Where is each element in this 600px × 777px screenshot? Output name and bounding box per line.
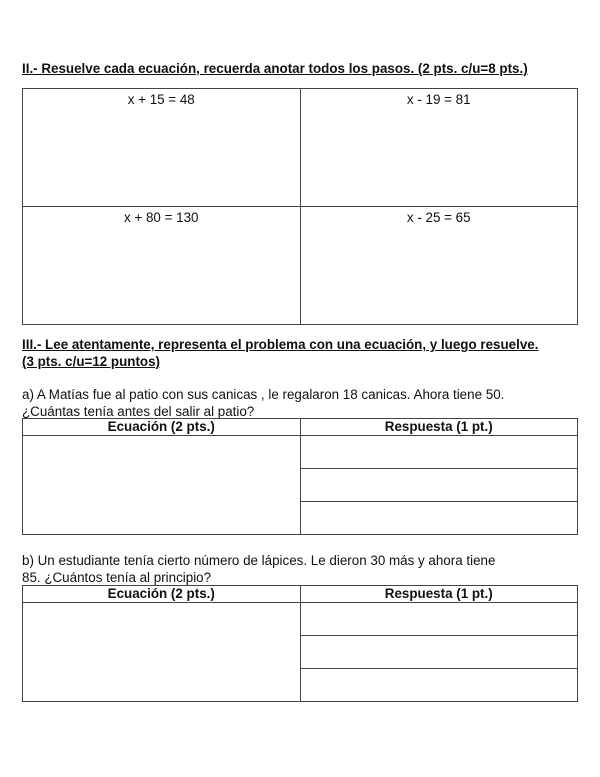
section-3-title-line-1: III.- Lee atentamente, representa el problema con una ecuación, y luego resuelve. [22,337,539,352]
problem-a-equation-area[interactable] [23,436,301,535]
equation-1: x + 15 = 48 [127,92,195,107]
problem-a-table [22,418,578,535]
problem-a-answer-line-3[interactable] [300,502,578,535]
problem-a-line-1: a) A Matías fue al patio con sus canicas , le regalaron 18 canicas. Ahora tiene 50. [22,387,505,402]
problem-b-line-1: b) Un estudiante tenía cierto número de lápices. Le dieron 30 más y ahora tiene [22,553,496,568]
section-2-title: II.- Resuelve cada ecuación, recuerda anotar todos los pasos. (2 pts. c/u=8 pts.) [22,61,528,76]
equation-header: Ecuación (2 pts.) [23,586,301,603]
equation-3: x + 80 = 130 [124,210,199,225]
problem-b-table [22,585,578,702]
problem-b [22,552,582,586]
problem-a [22,386,582,420]
problem-a-answer-line-1[interactable] [300,436,578,469]
answer-header: Respuesta (1 pt.) [300,419,578,436]
problem-b-answer-line-1[interactable] [300,603,578,636]
problem-b-answer-line-2[interactable] [300,636,578,669]
problem-a-answer-line-2[interactable] [300,469,578,502]
problem-a-line-2: ¿Cuántas tenía antes del salir al patio? [22,404,255,419]
section-3-title-line-2: (3 pts. c/u=12 puntos) [22,354,161,369]
equation-4: x - 25 = 65 [406,210,471,225]
equation-cell-2[interactable] [300,89,578,207]
equation-cell-1[interactable] [23,89,301,207]
equation-2: x - 19 = 81 [406,92,471,107]
equation-cell-4[interactable] [300,207,578,325]
problem-b-answer-line-3[interactable] [300,669,578,702]
equation-header: Ecuación (2 pts.) [23,419,301,436]
section-3-title [22,336,582,370]
problem-b-line-2: 85. ¿Cuántos tenía al principio? [22,570,212,585]
answer-header: Respuesta (1 pt.) [300,586,578,603]
equation-cell-3[interactable] [23,207,301,325]
problem-b-equation-area[interactable] [23,603,301,702]
equations-grid [22,88,578,325]
